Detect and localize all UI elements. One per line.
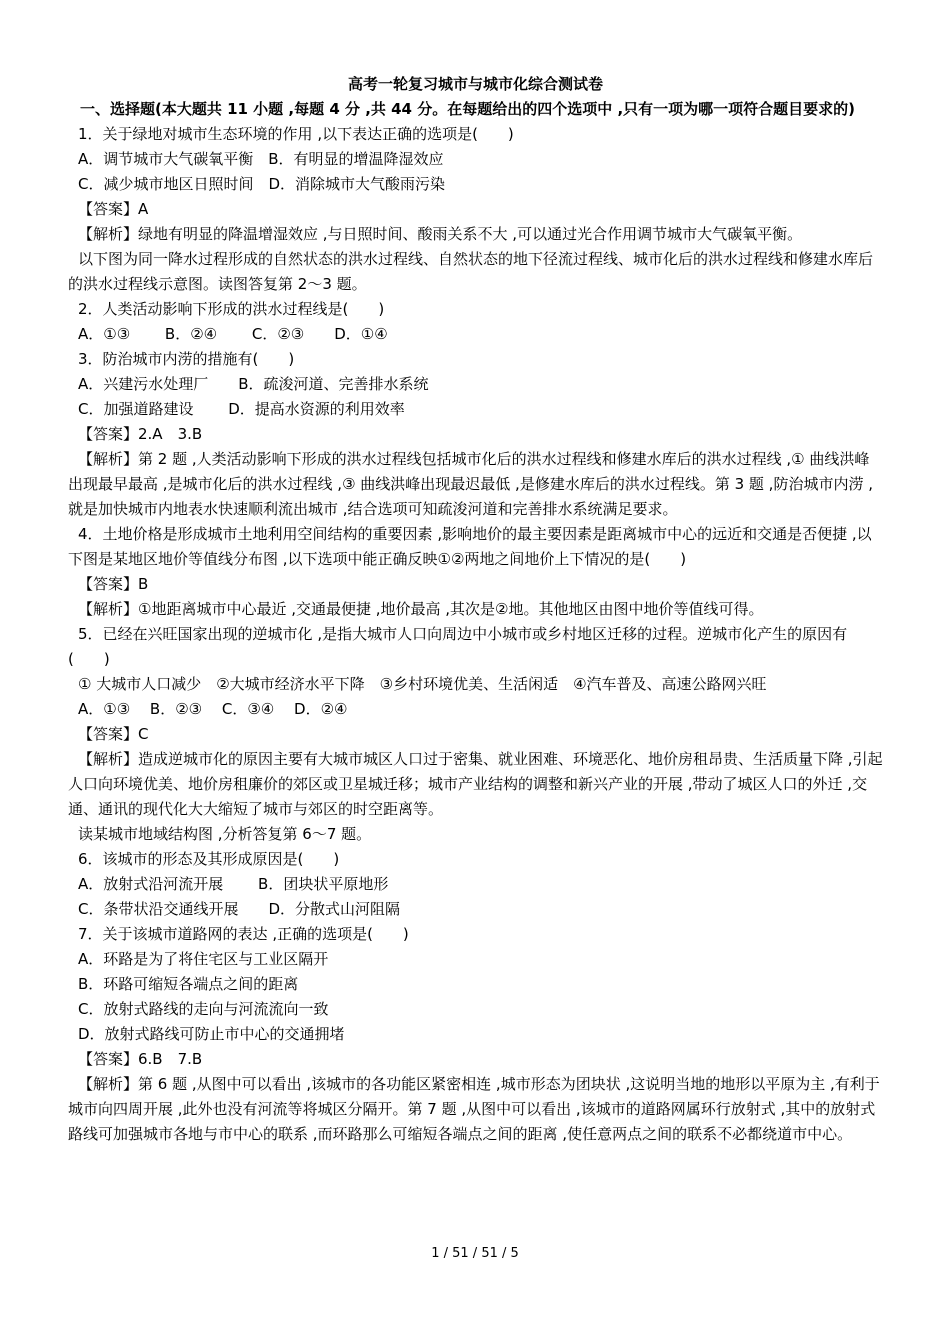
text-line: 【答案】2.A 3.B bbox=[78, 425, 203, 443]
text-line: 【答案】6.B 7.B bbox=[78, 1050, 203, 1068]
text-line: 2．人类活动影响下形成的洪水过程线是( ) bbox=[78, 300, 385, 318]
text-line: 3．防治城市内涝的措施有( ) bbox=[78, 350, 295, 368]
page-title: 高考一轮复习城市与城市化综合测试卷 bbox=[347, 75, 603, 93]
text-line: 【解析】造成逆城市化的原因主要有大城市城区人口过于密集、就业困难、环境恶化、地价房租昂贵、生活质量下降 ,引起人口向环境优美、地价房租廉价的郊区或卫星城迁移；城市产业结构的调整和新兴产业的开展 ,带动了城区人口的外迁 ,交通、通讯的现代化大大缩短了城市与郊区的时空距离等。 bbox=[68, 750, 883, 818]
document-body bbox=[68, 122, 883, 1147]
text-line: A．调节城市大气碳氧平衡 B．有明显的增温降湿效应 bbox=[78, 150, 444, 168]
text-line: 1．关于绿地对城市生态环境的作用 ,以下表达正确的选项是( ) bbox=[78, 125, 514, 143]
text-line: 【解析】第 2 题 ,人类活动影响下形成的洪水过程线包括城市化后的洪水过程线和修建水库后的洪水过程线 ,① 曲线洪峰出现最早最高 ,是城市化后的洪水过程线 ,③ 曲线洪峰出现最迟最低 ,是修建水库后的洪水过程线。第 3 题 ,防治城市内涝 ,就是加快城市内地表水快速顺利流出城市 ,结合选项可知疏浚河道和完善排水系统满足要求。 bbox=[68, 450, 873, 518]
text-line: A．①③ B．②④ C．②③ D．①④ bbox=[78, 325, 388, 343]
text-line: 【答案】B bbox=[78, 575, 149, 593]
text-line: 4．土地价格是形成城市土地利用空间结构的重要因素 ,影响地价的最主要因素是距离城市中心的远近和交通是否便捷 ,以下图是某地区地价等值线分布图 ,以下选项中能正确反映①②两地之间地价上下情况的是( ) bbox=[68, 525, 872, 568]
text-line: 以下图为同一降水过程形成的自然状态的洪水过程线、自然状态的地下径流过程线、城市化后的洪水过程线和修建水库后的洪水过程线示意图。读图答复第 2～3 题。 bbox=[68, 250, 874, 293]
text-line: D．放射式路线可防止市中心的交通拥堵 bbox=[78, 1025, 345, 1043]
document-page bbox=[68, 72, 883, 1147]
text-line: A．放射式沿河流开展 B．团块状平原地形 bbox=[78, 875, 389, 893]
text-line: C．减少城市地区日照时间 D．消除城市大气酸雨污染 bbox=[78, 175, 446, 193]
text-line: A．环路是为了将住宅区与工业区隔开 bbox=[78, 950, 329, 968]
text-line: 【解析】绿地有明显的降温增湿效应 ,与日照时间、酸雨关系不大 ,可以通过光合作用调节城市大气碳氧平衡。 bbox=[78, 225, 803, 243]
text-line: C．放射式路线的走向与河流流向一致 bbox=[78, 1000, 329, 1018]
text-line: 【解析】①地距离城市中心最近 ,交通最便捷 ,地价最高 ,其次是②地。其他地区由图中地价等值线可得。 bbox=[78, 600, 764, 618]
text-line: 【答案】A bbox=[78, 200, 149, 218]
text-line: C．条带状沿交通线开展 D．分散式山河阻隔 bbox=[78, 900, 401, 918]
text-line: 读某城市地域结构图 ,分析答复第 6～7 题。 bbox=[78, 825, 372, 843]
text-line: 【答案】C bbox=[78, 725, 149, 743]
text-line: 6．该城市的形态及其形成原因是( ) bbox=[78, 850, 340, 868]
text-line: 5．已经在兴旺国家出现的逆城市化 ,是指大城市人口向周边中小城市或乡村地区迁移的过程。逆城市化产生的原因有( ) bbox=[68, 625, 848, 668]
text-line: 【解析】第 6 题 ,从图中可以看出 ,该城市的各功能区紧密相连 ,城市形态为团块状 ,这说明当地的地形以平原为主 ,有利于城市向四周开展 ,此外也没有河流等将城区分隔开。第 7 题 ,从图中可以看出 ,该城市的道路网属环行放射式 ,其中的放射式路线可加强城市各地与市中心的联系 ,而环路那么可缩短各端点之间的距离 ,使任意两点之间的联系不必都绕道市中心。 bbox=[68, 1075, 880, 1143]
text-line: C．加强道路建设 D．提高水资源的利用效率 bbox=[78, 400, 405, 418]
text-line: 7．关于该城市道路网的表达 ,正确的选项是( ) bbox=[78, 925, 409, 943]
text-line: ① 大城市人口减少 ②大城市经济水平下降 ③乡村环境优美、生活闲适 ④汽车普及、高速公路网兴旺 bbox=[78, 675, 767, 693]
text-line: A．兴建污水处理厂 B．疏浚河道、完善排水系统 bbox=[78, 375, 429, 393]
page-footer: 1 / 51 / 51 / 5 bbox=[431, 1246, 519, 1261]
section-heading: 一、选择题(本大题共 11 小题 ,每题 4 分 ,共 44 分。在每题给出的四个选项中 ,只有一项为哪一项符合题目要求的) bbox=[80, 100, 855, 118]
text-line: A．①③ B．②③ C．③④ D．②④ bbox=[78, 700, 348, 718]
text-line: B．环路可缩短各端点之间的距离 bbox=[78, 975, 299, 993]
